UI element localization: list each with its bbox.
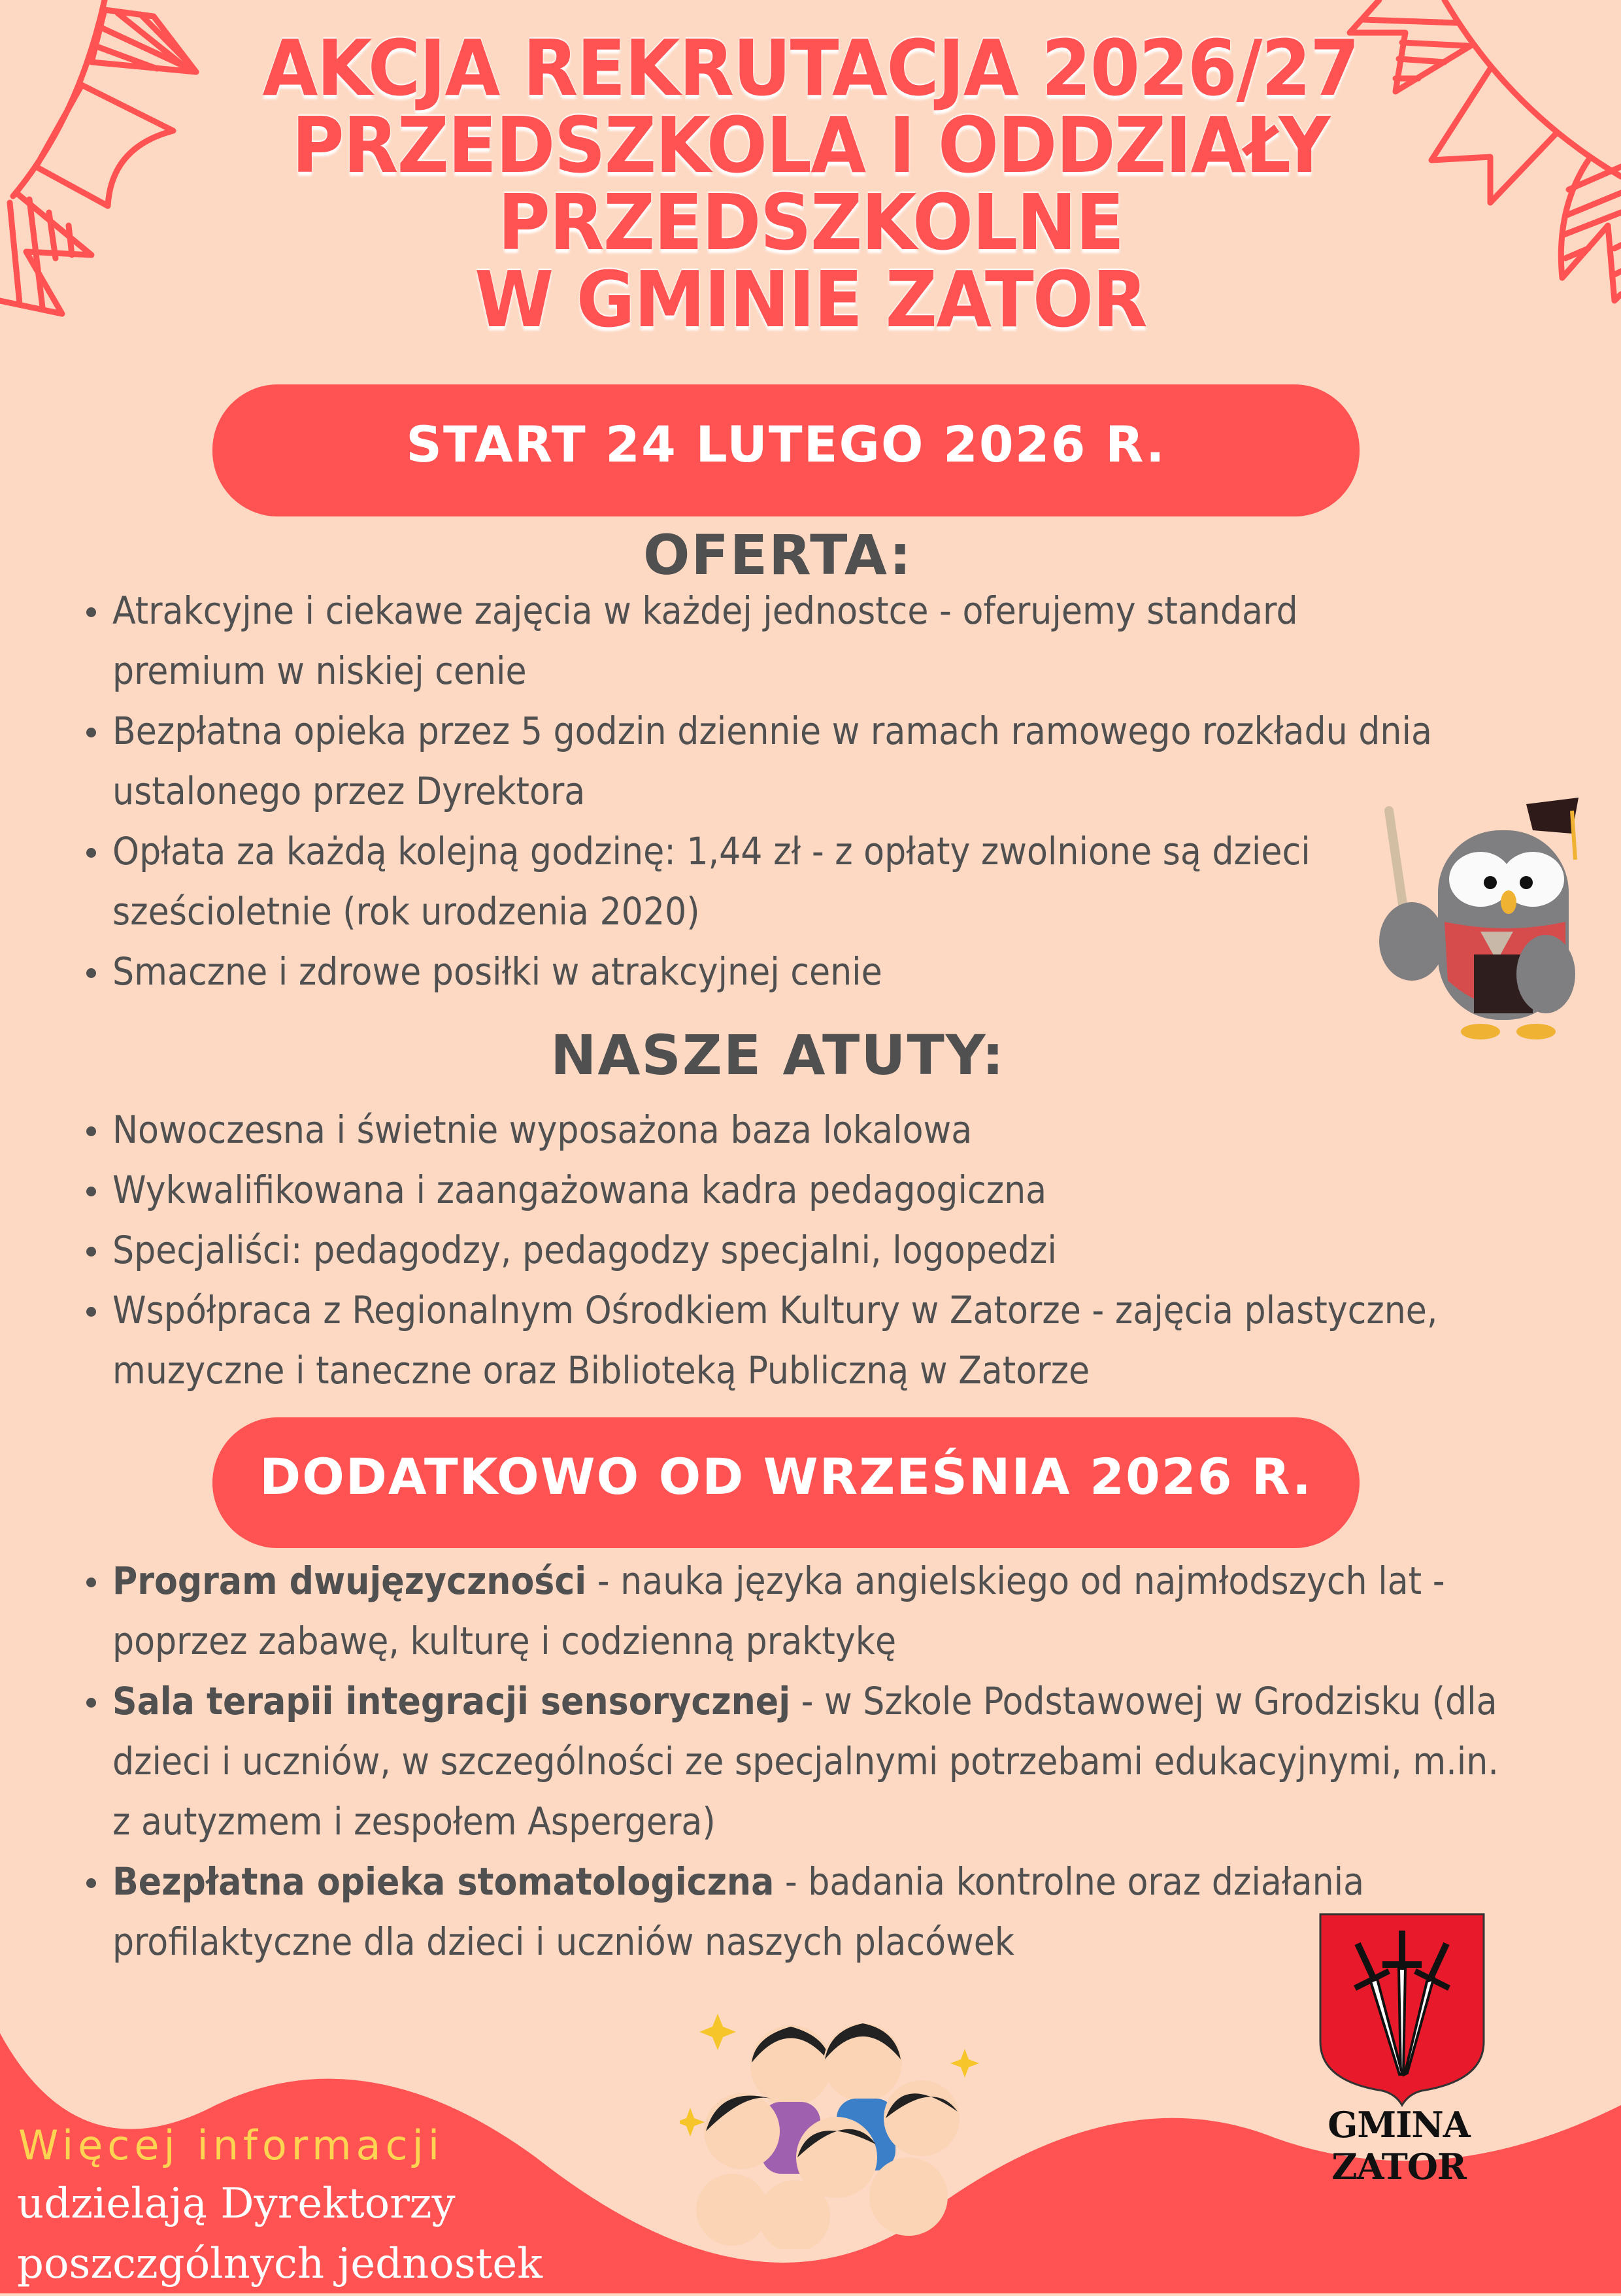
owl-teacher-icon xyxy=(1376,785,1585,1049)
extras-list xyxy=(78,1551,1516,1972)
list-item: Specjaliści: pedagodzy, pedagodzy specjalni, logopedzi xyxy=(78,1220,1516,1280)
list-item: Wykwalifikowana i zaangażowana kadra pedagogiczna xyxy=(78,1160,1516,1220)
page-title xyxy=(209,23,1412,345)
coat-of-arms-icon xyxy=(1317,1911,1487,2110)
offer-list xyxy=(78,581,1438,1002)
list-item xyxy=(78,1671,1516,1851)
strengths-heading: NASZE ATUTY: xyxy=(550,1023,1005,1087)
september-banner-text: DODATKOWO OD WRZEŚNIA 2026 R. xyxy=(259,1447,1312,1506)
title-line: PRZEDSZKOLNE xyxy=(497,177,1124,267)
list-item xyxy=(78,1851,1516,1972)
strengths-list xyxy=(78,1100,1516,1400)
list-item: Bezpłatna opieka przez 5 godzin dziennie w ramach ramowego rozkładu dnia ustalonego przez Dyrektora xyxy=(78,701,1438,821)
list-item: Atrakcyjne i ciekawe zajęcia w każdej jednostce - oferujemy standard premium w niskiej cenie xyxy=(78,581,1438,701)
offer-heading: OFERTA: xyxy=(643,523,912,587)
item-text: - w Szkole Podstawowej w Grodzisku (dla dzieci i uczniów, w szczególności ze specjalnymi potrzebami edukacyjnymi, m.in. z autyzmem i zespołem Aspergera) xyxy=(112,1679,1499,1844)
more-info-line: poszczgólnych jednostek xyxy=(17,2240,543,2288)
title-line: W GMINIE ZATOR xyxy=(475,254,1146,345)
item-title: Sala terapii integracji sensorycznej xyxy=(112,1679,791,1723)
list-item: Smaczne i zdrowe posiłki w atrakcyjnej cenie xyxy=(78,941,1438,1002)
title-line: PRZEDSZKOLA I ODDZIAŁY xyxy=(292,100,1329,190)
item-title: Program dwujęzyczności xyxy=(112,1559,587,1603)
crest-label: GMINA ZATOR xyxy=(1328,2104,1470,2187)
start-date-text: START 24 LUTEGO 2026 R. xyxy=(406,414,1166,473)
item-title: Bezpłatna opieka stomatologiczna xyxy=(112,1859,775,1904)
title-line: AKCJA REKRUTACJA 2026/27 xyxy=(262,23,1359,113)
start-date-banner xyxy=(212,384,1360,516)
list-item: Współpraca z Regionalnym Ośrodkiem Kultury w Zatorze - zajęcia plastyczne, muzyczne i taneczne oraz Biblioteką Publiczną w Zatorze xyxy=(78,1280,1516,1400)
more-info-text xyxy=(17,2174,543,2294)
list-item: Opłata za każdą kolejną godzinę: 1,44 zł - z opłaty zwolnione są dzieci sześcioletnie (rok urodzenia 2020) xyxy=(78,821,1438,941)
september-banner xyxy=(212,1417,1360,1548)
list-item: Nowoczesna i świetnie wyposażona baza lokalowa xyxy=(78,1100,1516,1160)
more-info-title: Więcej informacji xyxy=(18,2121,444,2169)
item-text: - nauka języka angielskiego od najmłodszych lat - poprzez zabawę, kulturę i codzienną praktykę xyxy=(112,1559,1445,1663)
item-text: - badania kontrolne oraz działania profilaktyczne dla dzieci i uczniów naszych placówek xyxy=(112,1859,1365,1964)
more-info-line: udzielają Dyrektorzy xyxy=(17,2180,456,2228)
children-group-icon xyxy=(680,2001,994,2252)
list-item xyxy=(78,1551,1516,1671)
